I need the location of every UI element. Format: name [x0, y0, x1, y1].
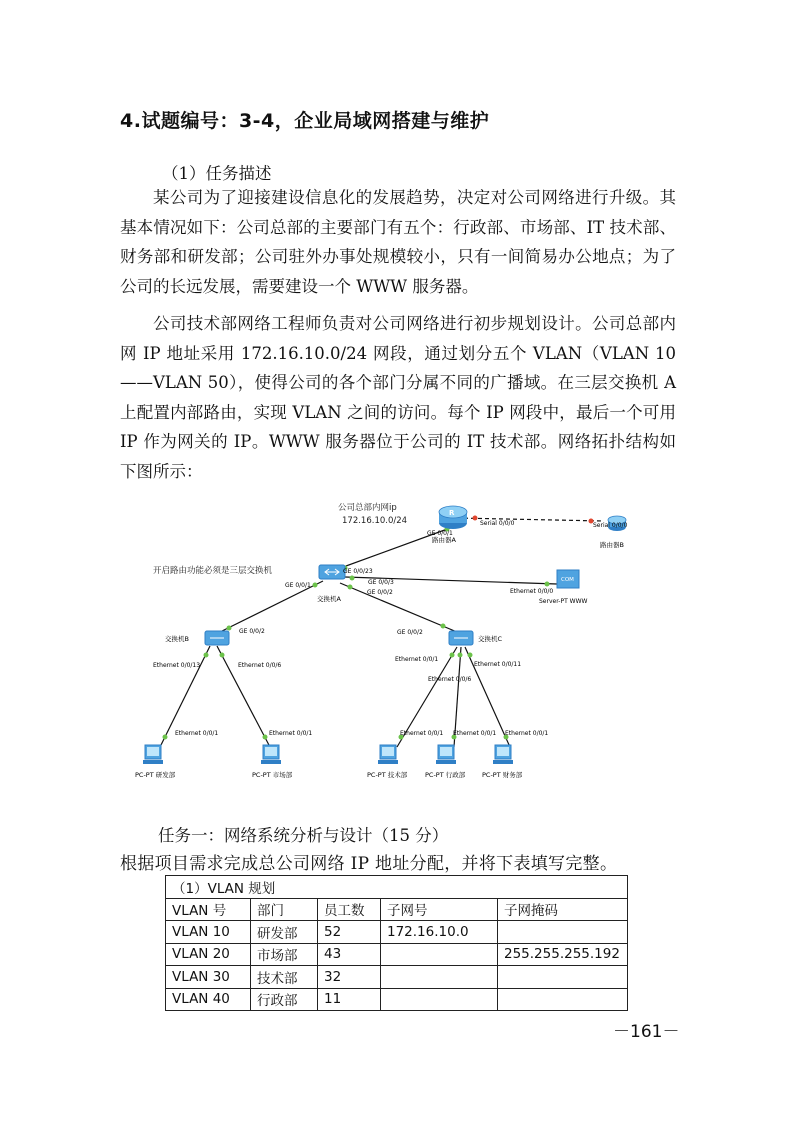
pc-tech-label: PC-PT 技术部	[367, 771, 408, 779]
l3-switch-note: 开启路由功能必须是三层交换机	[153, 566, 273, 576]
table-header: 员工数	[318, 898, 381, 921]
pc-icon-marketing	[261, 745, 281, 764]
router-a-label: 路由器A	[432, 536, 456, 544]
table-cell: 255.255.255.192	[498, 943, 628, 966]
intranet-note-line2: 172.16.10.0/24	[342, 516, 408, 526]
router-a-serial: Serial 0/0/0	[480, 520, 515, 527]
table-cell: 市场部	[251, 943, 318, 966]
router-b-serial: Serial 0/0/0	[593, 522, 628, 529]
switch-a-port-c: GE 0/0/2	[367, 589, 393, 596]
switch-b-port-up: GE 0/0/2	[239, 628, 265, 635]
table-header: 子网号	[381, 898, 498, 921]
switch-c-label: 交换机C	[478, 635, 503, 643]
pc-tech-port: Ethernet 0/0/1	[400, 730, 444, 737]
switch-b-port-2: Ethernet 0/0/6	[238, 662, 282, 669]
pc-icon-admin	[436, 745, 456, 764]
table-cell	[498, 988, 628, 1011]
table-cell: 52	[318, 921, 381, 944]
pc-admin-label: PC-PT 行政部	[425, 771, 466, 779]
svg-text:R: R	[449, 509, 455, 517]
table-cell: VLAN 30	[166, 966, 251, 989]
table-cell	[381, 966, 498, 989]
table-cell: 研发部	[251, 921, 318, 944]
link-switch-a-switch-c	[340, 583, 457, 632]
task-one-title: 任务一：网络系统分析与设计（15 分）	[158, 826, 449, 845]
vlan-planning-table	[165, 875, 628, 1011]
section-heading: 4.试题编号：3-4，企业局域网搭建与维护	[120, 110, 490, 132]
intro-paragraph: 某公司为了迎接建设信息化的发展趋势，决定对公司网络进行升级。其基本情况如下：公司总部的主要部门有五个：行政部、市场部、IT 技术部、财务部和研发部；公司驻外办事处规模较小，只有一间简易办公地点；为了公司的长远发展，需要建设一个 WWW 服务器。	[120, 188, 676, 296]
link-router-a-router-b	[457, 518, 603, 521]
table-cell: 行政部	[251, 988, 318, 1011]
switch-c-port-1: Ethernet 0/0/1	[395, 656, 439, 663]
table-cell: 43	[318, 943, 381, 966]
pc-admin-port: Ethernet 0/0/1	[453, 730, 497, 737]
switch-a-port-server: GE 0/0/3	[368, 579, 394, 586]
table-cell: VLAN 10	[166, 921, 251, 944]
design-paragraph: 公司技术部网络工程师负责对公司网络进行初步规划设计。公司总部内网 IP 地址采用 172.16.10.0/24 网段，通过划分五个 VLAN（VLAN 10——VLAN 50），使得公司的各个部门分属不同的广播域。在三层交换机 A 上配置内部路由，实现 VLAN 之间的访问。每个 IP 网段中，最后一个可用 IP 作为网关的 IP。WWW 服务器位于公司的 IT 技术部。网络拓扑结构如下图所示：	[120, 314, 676, 481]
table-row	[166, 943, 628, 966]
switch-a-label: 交换机A	[317, 595, 341, 603]
table-cell	[381, 988, 498, 1011]
table-row	[166, 966, 628, 989]
table-header: VLAN 号	[166, 898, 251, 921]
table-cell	[498, 966, 628, 989]
switch-b-port-1: Ethernet 0/0/13	[153, 662, 201, 669]
switch-a-icon	[319, 565, 345, 579]
pc-marketing-port: Ethernet 0/0/1	[269, 730, 313, 737]
server-label: Server-PT WWW	[539, 598, 588, 605]
page-number: －161－	[613, 1022, 680, 1042]
table-cell: VLAN 40	[166, 988, 251, 1011]
switch-c-port-3: Ethernet 0/0/11	[474, 661, 522, 668]
table-row	[166, 921, 628, 944]
pc-rd-port: Ethernet 0/0/1	[175, 730, 219, 737]
table-row	[166, 988, 628, 1011]
switch-b-icon	[205, 631, 229, 645]
switch-c-icon	[449, 631, 473, 645]
pc-icon-tech	[378, 745, 398, 764]
table-header: 子网掩码	[498, 898, 628, 921]
pc-finance-port: Ethernet 0/0/1	[505, 730, 549, 737]
pc-icon-rd	[143, 745, 163, 764]
table-cell: VLAN 20	[166, 943, 251, 966]
pc-icon-finance	[493, 745, 513, 764]
pc-finance-label: PC-PT 财务部	[482, 771, 523, 779]
switch-c-port-up: GE 0/0/2	[397, 629, 423, 636]
table-cell: 技术部	[251, 966, 318, 989]
router-b-label: 路由器B	[600, 541, 624, 549]
switch-a-port-b: GE 0/0/1	[285, 582, 311, 589]
table-cell	[381, 943, 498, 966]
table-header: 部门	[251, 898, 318, 921]
router-a-port: GE 0/0/1	[427, 530, 453, 537]
network-topology-diagram	[135, 495, 655, 795]
table-cell: 11	[318, 988, 381, 1011]
table-cell: 172.16.10.0	[381, 921, 498, 944]
table-cell: 32	[318, 966, 381, 989]
server-port: Ethernet 0/0/0	[510, 588, 554, 595]
table-caption: （1）VLAN 规划	[166, 876, 628, 899]
task-one-description: 根据项目需求完成总公司网络 IP 地址分配，并将下表填写完整。	[120, 854, 618, 874]
switch-b-label: 交换机B	[165, 635, 189, 643]
pc-rd-label: PC-PT 研发部	[135, 771, 176, 779]
router-a-icon	[439, 506, 467, 529]
server-icon	[557, 570, 579, 588]
svg-text:COM: COM	[561, 577, 574, 583]
pc-marketing-label: PC-PT 市场部	[252, 771, 293, 779]
switch-a-port-router: GE 0/0/23	[343, 568, 373, 575]
intranet-note-line1: 公司总部内网ip	[338, 503, 397, 513]
task-description-subheading: （1）任务描述	[162, 164, 272, 183]
table-cell	[498, 921, 628, 944]
switch-c-port-2: Ethernet 0/0/6	[428, 676, 472, 683]
table-header-row	[166, 898, 628, 921]
